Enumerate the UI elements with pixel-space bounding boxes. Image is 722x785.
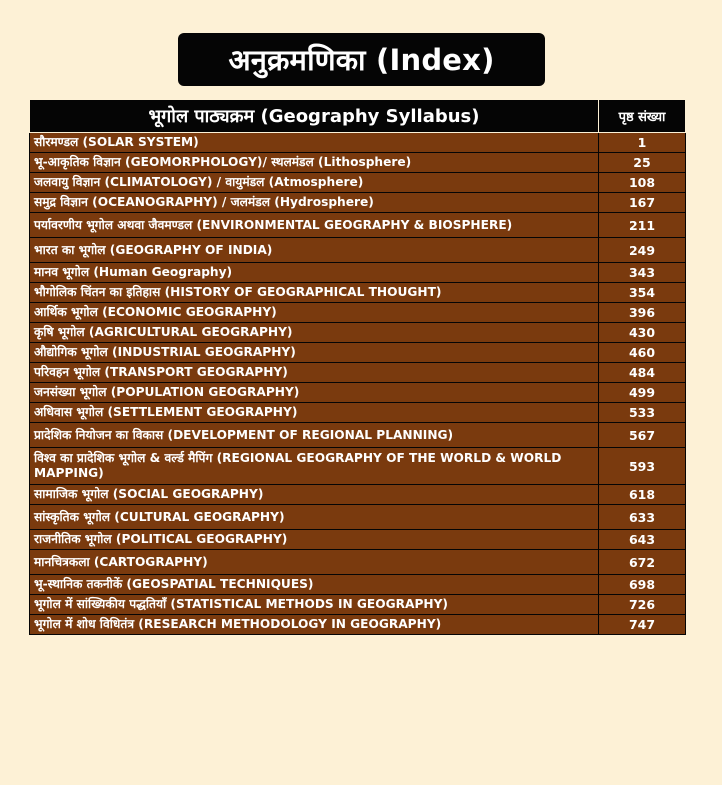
table-row bbox=[30, 363, 686, 383]
row-page: 747 bbox=[599, 615, 686, 635]
row-subject: भू-स्थानिक तकनीकें (GEOSPATIAL TECHNIQUES) bbox=[30, 575, 599, 595]
table-row bbox=[30, 263, 686, 283]
row-page: 460 bbox=[599, 343, 686, 363]
table-row bbox=[30, 485, 686, 505]
header-page-number: पृष्ठ संख्या bbox=[599, 100, 686, 133]
row-page: 25 bbox=[599, 153, 686, 173]
row-subject: प्रादेशिक नियोजन का विकास (DEVELOPMENT OF REGIONAL PLANNING) bbox=[30, 423, 599, 448]
table-row bbox=[30, 403, 686, 423]
row-subject: पर्यावरणीय भूगोल अथवा जैवमण्डल (ENVIRONMENTAL GEOGRAPHY & BIOSPHERE) bbox=[30, 213, 599, 238]
row-page: 343 bbox=[599, 263, 686, 283]
table-row bbox=[30, 530, 686, 550]
row-page: 643 bbox=[599, 530, 686, 550]
row-page: 533 bbox=[599, 403, 686, 423]
table-row bbox=[30, 423, 686, 448]
row-subject: भू-आकृतिक विज्ञान (GEOMORPHOLOGY)/ स्थलमंडल (Lithosphere) bbox=[30, 153, 599, 173]
index-table bbox=[29, 99, 686, 635]
row-page: 499 bbox=[599, 383, 686, 403]
row-subject: भूगोल में शोध विधितंत्र (RESEARCH METHODOLOGY IN GEOGRAPHY) bbox=[30, 615, 599, 635]
row-subject: मानचित्रकला (CARTOGRAPHY) bbox=[30, 550, 599, 575]
row-subject: अधिवास भूगोल (SETTLEMENT GEOGRAPHY) bbox=[30, 403, 599, 423]
row-subject: औद्योगिक भूगोल (INDUSTRIAL GEOGRAPHY) bbox=[30, 343, 599, 363]
table-header-row bbox=[30, 100, 686, 133]
table-row bbox=[30, 595, 686, 615]
table-row bbox=[30, 323, 686, 343]
table-row bbox=[30, 303, 686, 323]
row-page: 108 bbox=[599, 173, 686, 193]
row-page: 484 bbox=[599, 363, 686, 383]
row-subject: भूगोल में सांख्यिकीय पद्धतियाँ (STATISTICAL METHODS IN GEOGRAPHY) bbox=[30, 595, 599, 615]
row-subject: जनसंख्या भूगोल (POPULATION GEOGRAPHY) bbox=[30, 383, 599, 403]
index-title: अनुक्रमणिका (Index) bbox=[178, 33, 545, 86]
row-page: 167 bbox=[599, 193, 686, 213]
row-page: 698 bbox=[599, 575, 686, 595]
table-row bbox=[30, 550, 686, 575]
table-row bbox=[30, 133, 686, 153]
row-page: 567 bbox=[599, 423, 686, 448]
row-page: 211 bbox=[599, 213, 686, 238]
row-page: 726 bbox=[599, 595, 686, 615]
row-page: 396 bbox=[599, 303, 686, 323]
row-page: 354 bbox=[599, 283, 686, 303]
row-subject: सौरमण्डल (SOLAR SYSTEM) bbox=[30, 133, 599, 153]
table-row bbox=[30, 505, 686, 530]
row-subject: भारत का भूगोल (GEOGRAPHY OF INDIA) bbox=[30, 238, 599, 263]
table-row bbox=[30, 343, 686, 363]
row-subject: मानव भूगोल (Human Geography) bbox=[30, 263, 599, 283]
table-row bbox=[30, 173, 686, 193]
row-subject: सामाजिक भूगोल (SOCIAL GEOGRAPHY) bbox=[30, 485, 599, 505]
row-subject: परिवहन भूगोल (TRANSPORT GEOGRAPHY) bbox=[30, 363, 599, 383]
row-page: 633 bbox=[599, 505, 686, 530]
row-subject: विश्व का प्रादेशिक भूगोल & वर्ल्ड मैपिंग (REGIONAL GEOGRAPHY OF THE WORLD & WORLD MAPPING) bbox=[30, 448, 599, 485]
row-page: 593 bbox=[599, 448, 686, 485]
row-page: 249 bbox=[599, 238, 686, 263]
table-row bbox=[30, 238, 686, 263]
table-row bbox=[30, 283, 686, 303]
table-row bbox=[30, 575, 686, 595]
table-row bbox=[30, 615, 686, 635]
row-subject: जलवायु विज्ञान (CLIMATOLOGY) / वायुमंडल (Atmosphere) bbox=[30, 173, 599, 193]
row-subject: समुद्र विज्ञान (OCEANOGRAPHY) / जलमंडल (Hydrosphere) bbox=[30, 193, 599, 213]
row-page: 618 bbox=[599, 485, 686, 505]
row-subject: राजनीतिक भूगोल (POLITICAL GEOGRAPHY) bbox=[30, 530, 599, 550]
row-page: 1 bbox=[599, 133, 686, 153]
row-page: 430 bbox=[599, 323, 686, 343]
row-subject: आर्थिक भूगोल (ECONOMIC GEOGRAPHY) bbox=[30, 303, 599, 323]
table-row bbox=[30, 193, 686, 213]
row-subject: कृषि भूगोल (AGRICULTURAL GEOGRAPHY) bbox=[30, 323, 599, 343]
row-subject: सांस्कृतिक भूगोल (CULTURAL GEOGRAPHY) bbox=[30, 505, 599, 530]
table-row bbox=[30, 448, 686, 485]
table-row bbox=[30, 153, 686, 173]
row-page: 672 bbox=[599, 550, 686, 575]
row-subject: भौगोलिक चिंतन का इतिहास (HISTORY OF GEOGRAPHICAL THOUGHT) bbox=[30, 283, 599, 303]
header-subject: भूगोल पाठ्यक्रम (Geography Syllabus) bbox=[30, 100, 599, 133]
table-row bbox=[30, 213, 686, 238]
table-row bbox=[30, 383, 686, 403]
